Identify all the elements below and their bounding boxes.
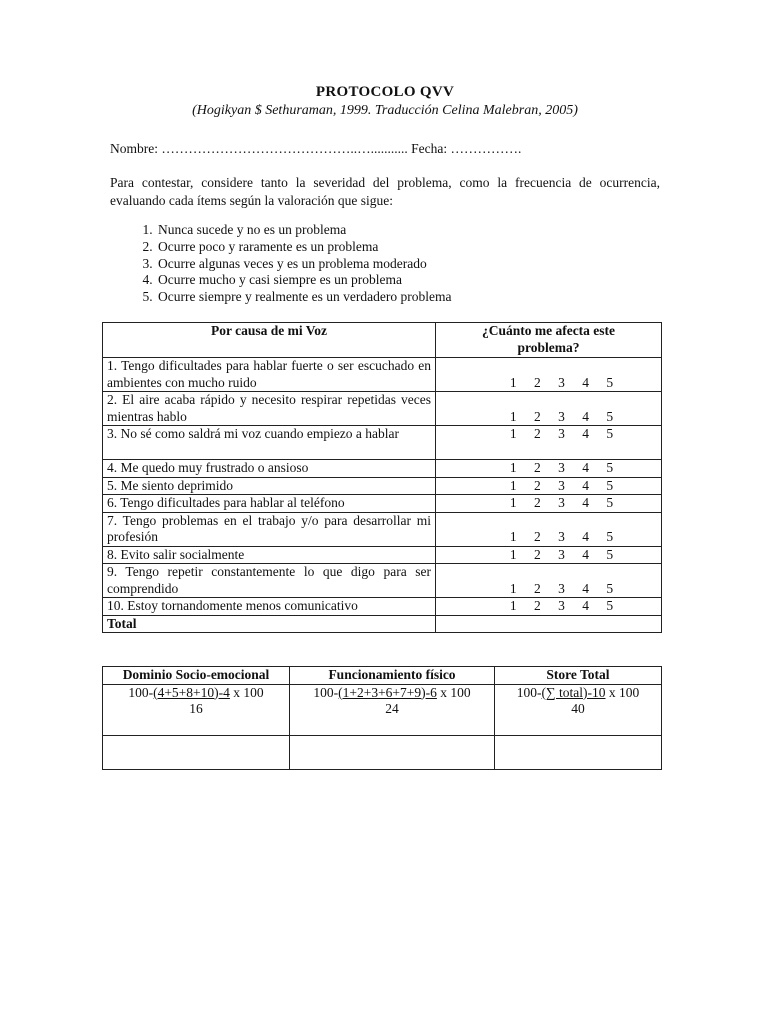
scale-item: 2. Ocurre poco y raramente es un problema bbox=[156, 239, 660, 256]
total-label: Total bbox=[103, 615, 436, 633]
document-title: PROTOCOLO QVV bbox=[315, 84, 455, 100]
result-physical-field[interactable] bbox=[290, 735, 495, 769]
formula-denominator: 24 bbox=[385, 701, 399, 716]
name-date-line: Nombre: ……………………………………..…........... Fecha: ……………. bbox=[110, 141, 522, 156]
question-text: 2. El aire acaba rápido y necesito respirar repetidas veces mientras hablo bbox=[103, 392, 436, 426]
question-text: 6. Tengo dificultades para hablar al teléfono bbox=[103, 495, 436, 513]
scale-item: 1. Nunca sucede y no es un problema bbox=[156, 222, 660, 239]
rating-scale-list bbox=[110, 222, 660, 306]
rating-options[interactable]: 1 2 3 4 5 bbox=[436, 512, 662, 546]
question-text: 9. Tengo repetir constantemente lo que digo para ser comprendido bbox=[103, 564, 436, 598]
question-text: 10. Estoy tornandomente menos comunicativo bbox=[103, 598, 436, 616]
header-socio-emotional: Dominio Socio-emocional bbox=[103, 667, 290, 685]
column-header-cause: Por causa de mi Voz bbox=[103, 323, 436, 358]
scale-item: 4. Ocurre mucho y casi siempre es un problema bbox=[156, 272, 660, 289]
rating-options[interactable]: 1 2 3 4 5 bbox=[436, 477, 662, 495]
table-row bbox=[103, 358, 662, 392]
total-value-field[interactable] bbox=[436, 615, 662, 633]
scale-item: 5. Ocurre siempre y realmente es un verdadero problema bbox=[156, 289, 660, 306]
question-text: 4. Me quedo muy frustrado o ansioso bbox=[103, 460, 436, 478]
formula-socio-emotional bbox=[103, 684, 290, 735]
table-row bbox=[103, 460, 662, 478]
table-header-row bbox=[103, 323, 662, 358]
result-socio-emotional-field[interactable] bbox=[103, 735, 290, 769]
scoring-table bbox=[102, 666, 662, 770]
rating-options[interactable]: 1 2 3 4 5 bbox=[436, 392, 662, 426]
result-row bbox=[103, 735, 662, 769]
question-text: 5. Me siento deprimido bbox=[103, 477, 436, 495]
rating-options[interactable]: 1 2 3 4 5 bbox=[436, 546, 662, 564]
table-row bbox=[103, 495, 662, 513]
question-text: 3. No sé como saldrá mi voz cuando empiezo a hablar bbox=[103, 426, 436, 460]
formula-multiplier: x 100 bbox=[229, 684, 264, 700]
table-row bbox=[103, 512, 662, 546]
question-text: 7. Tengo problemas en el trabajo y/o para desarrollar mi profesión bbox=[103, 512, 436, 546]
total-row bbox=[103, 615, 662, 633]
formula-denominator: 40 bbox=[571, 701, 585, 716]
header-physical: Funcionamiento físico bbox=[290, 667, 495, 685]
question-text: 1. Tengo dificultades para hablar fuerte o ser escuchado en ambientes con mucho ruido bbox=[103, 358, 436, 392]
result-total-field[interactable] bbox=[495, 735, 662, 769]
column-header-impact: ¿Cuánto me afecta este problema? bbox=[436, 323, 662, 358]
scoring-header-row bbox=[103, 667, 662, 685]
formula-prefix: 100- bbox=[516, 684, 542, 700]
rating-options[interactable]: 1 2 3 4 5 bbox=[436, 426, 662, 460]
rating-options[interactable]: 1 2 3 4 5 bbox=[436, 564, 662, 598]
table-row bbox=[103, 392, 662, 426]
document-page bbox=[110, 82, 660, 306]
questionnaire-table bbox=[102, 322, 662, 633]
formula-numerator: (∑ total)-10 bbox=[541, 684, 606, 700]
table-row bbox=[103, 477, 662, 495]
instructions-text: Para contestar, considere tanto la severidad del problema, como la frecuencia de ocurrencia, evaluando cada ítems según la valoración que sigue: bbox=[110, 175, 660, 208]
formula-prefix: 100- bbox=[128, 684, 154, 700]
scale-item: 3. Ocurre algunas veces y es un problema moderado bbox=[156, 256, 660, 273]
table-row bbox=[103, 426, 662, 460]
formula-numerator: (4+5+8+10)-4 bbox=[153, 684, 230, 700]
header-total: Store Total bbox=[495, 667, 662, 685]
table-row bbox=[103, 546, 662, 564]
formula-numerator: (1+2+3+6+7+9)-6 bbox=[338, 684, 437, 700]
formula-multiplier: x 100 bbox=[605, 684, 640, 700]
document-subtitle: (Hogikyan $ Sethuraman, 1999. Traducción Celina Malebran, 2005) bbox=[192, 103, 578, 118]
rating-options[interactable]: 1 2 3 4 5 bbox=[436, 358, 662, 392]
table-row bbox=[103, 598, 662, 616]
formula-multiplier: x 100 bbox=[436, 684, 471, 700]
formula-denominator: 16 bbox=[189, 701, 203, 716]
rating-options[interactable]: 1 2 3 4 5 bbox=[436, 460, 662, 478]
formula-prefix: 100- bbox=[313, 684, 339, 700]
rating-options[interactable]: 1 2 3 4 5 bbox=[436, 598, 662, 616]
formula-total bbox=[495, 684, 662, 735]
table-row bbox=[103, 564, 662, 598]
rating-options[interactable]: 1 2 3 4 5 bbox=[436, 495, 662, 513]
formula-physical bbox=[290, 684, 495, 735]
question-text: 8. Evito salir socialmente bbox=[103, 546, 436, 564]
formula-row bbox=[103, 684, 662, 735]
